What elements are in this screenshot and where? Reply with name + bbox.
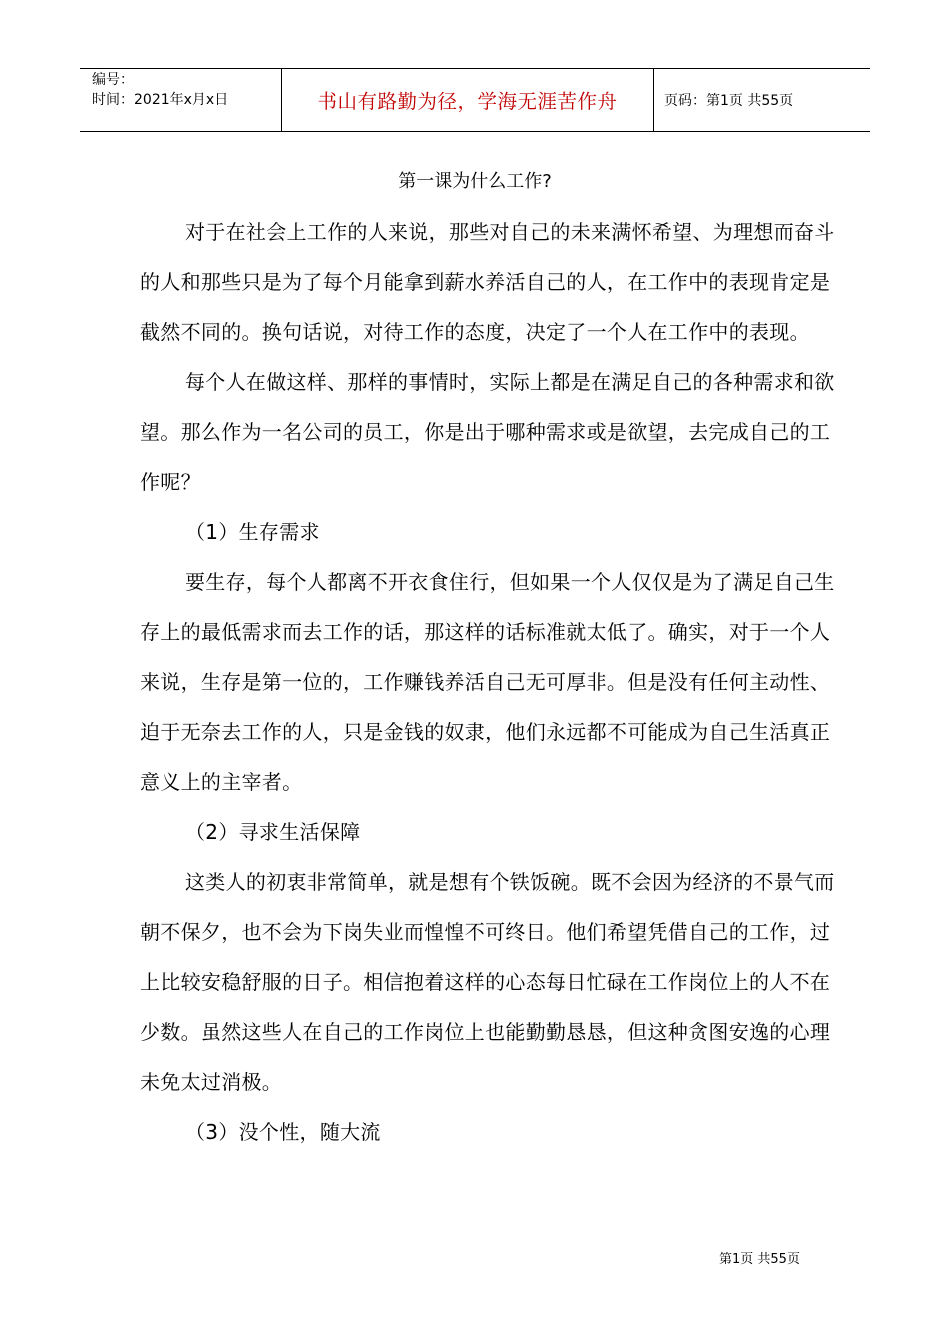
paragraph: 每个人在做这样、那样的事情时，实际上都是在满足自己的各种需求和欲望。那么作为一名公司的员工，你是出于哪种需求或是欲望，去完成自己的工作呢？ (140, 370, 835, 494)
body-text (140, 207, 840, 1157)
document-header (80, 68, 870, 132)
header-page-cell (654, 69, 870, 131)
section-heading: （2）寻求生活保障 (185, 820, 361, 844)
paragraph: 对于在社会上工作的人来说，那些对自己的未来满怀希望、为理想而奋斗的人和那些只是为了每个月能拿到薪水养活自己的人，在工作中的表现肯定是截然不同的。换句话说，对待工作的态度，决定了一个人在工作中的表现。 (140, 220, 835, 344)
date-label: 时间：2021年x月x日 (92, 92, 229, 108)
paragraph: 这类人的初衷非常简单，就是想有个铁饭碗。既不会因为经济的不景气而朝不保夕，也不会为下岗失业而惶惶不可终日。他们希望凭借自己的工作，过上比较安稳舒服的日子。相信抱着这样的心态每日忙碌在工作岗位上的人不在少数。虽然这些人在自己的工作岗位上也能勤勤恳恳，但这种贪图安逸的心理未免太过消极。 (140, 870, 835, 1094)
lesson-title: 第一课为什么工作? (398, 171, 552, 192)
header-meta-cell (80, 69, 282, 131)
header-motto-cell (282, 69, 654, 131)
header-motto: 书山有路勤为径，学海无涯苦作舟 (317, 90, 618, 113)
section-heading: （3）没个性，随大流 (185, 1120, 381, 1144)
serial-number-label: 编号： (92, 72, 134, 88)
page-footer: 第1页 共55页 (719, 1252, 800, 1267)
header-page-info: 页码：第1页 共55页 (664, 93, 794, 109)
paragraph: 要生存，每个人都离不开衣食住行，但如果一个人仅仅是为了满足自己生存上的最低需求而去工作的话，那这样的话标准就太低了。确实，对于一个人来说，生存是第一位的，工作赚钱养活自己无可厚非。但是没有任何主动性、迫于无奈去工作的人，只是金钱的奴隶，他们永远都不可能成为自己生活真正意义上的主宰者。 (140, 570, 835, 794)
section-heading: （1）生存需求 (185, 520, 320, 544)
